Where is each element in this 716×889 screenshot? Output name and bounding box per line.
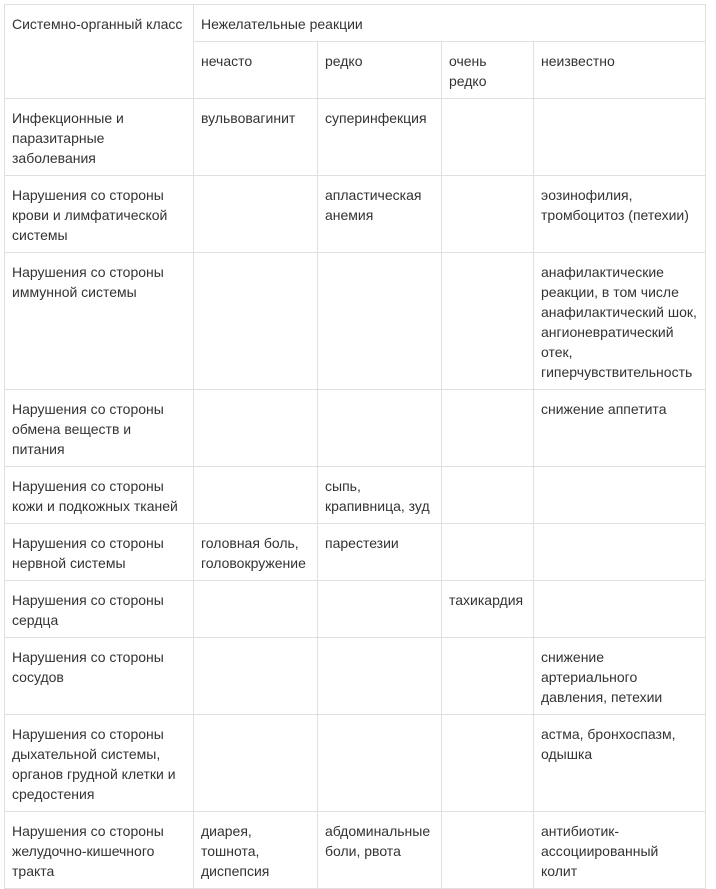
row-uncommon-cell [194, 467, 318, 524]
row-soc-cell: Инфекционные и паразитарные заболевания [5, 99, 194, 176]
row-rare-cell: суперинфекция [318, 99, 442, 176]
row-very-rare-cell [442, 524, 534, 581]
table-row [5, 715, 706, 812]
row-soc-cell: Нарушения со стороны желудочно-кишечного тракта [5, 812, 194, 889]
header-frequency-uncommon: нечасто [194, 42, 318, 99]
row-rare-cell [318, 390, 442, 467]
row-unknown-cell: антибиотик-ассоциированный колит [534, 812, 706, 889]
row-rare-cell [318, 253, 442, 390]
row-unknown-cell [534, 524, 706, 581]
header-frequency-unknown: неизвестно [534, 42, 706, 99]
row-soc-cell: Нарушения со стороны обмена веществ и питания [5, 390, 194, 467]
table-row [5, 467, 706, 524]
row-very-rare-cell [442, 812, 534, 889]
row-uncommon-cell [194, 715, 318, 812]
row-rare-cell [318, 581, 442, 638]
header-adverse-reactions: Нежелательные реакции [194, 5, 706, 42]
row-uncommon-cell [194, 390, 318, 467]
row-very-rare-cell [442, 467, 534, 524]
table-row [5, 524, 706, 581]
adverse-reactions-table [4, 4, 706, 889]
row-very-rare-cell [442, 253, 534, 390]
row-very-rare-cell: тахикардия [442, 581, 534, 638]
row-rare-cell: апластическая анемия [318, 176, 442, 253]
table-row [5, 176, 706, 253]
row-unknown-cell: снижение аппетита [534, 390, 706, 467]
row-uncommon-cell [194, 176, 318, 253]
header-frequency-very-rare: очень редко [442, 42, 534, 99]
row-rare-cell: абдоминальные боли, рвота [318, 812, 442, 889]
row-very-rare-cell [442, 176, 534, 253]
row-uncommon-cell: вульвовагинит [194, 99, 318, 176]
table-row [5, 390, 706, 467]
row-unknown-cell: астма, бронхоспазм, одышка [534, 715, 706, 812]
header-soc-class: Системно-органный класс [5, 5, 194, 99]
header-row [5, 5, 706, 42]
row-rare-cell [318, 715, 442, 812]
header-frequency-rare: редко [318, 42, 442, 99]
row-very-rare-cell [442, 715, 534, 812]
row-unknown-cell: эозинофилия, тромбоцитоз (петехии) [534, 176, 706, 253]
table-row [5, 581, 706, 638]
table-row [5, 638, 706, 715]
row-soc-cell: Нарушения со стороны крови и лимфатической системы [5, 176, 194, 253]
row-uncommon-cell: диарея, тошнота, диспепсия [194, 812, 318, 889]
row-rare-cell: сыпь, крапивница, зуд [318, 467, 442, 524]
row-unknown-cell: снижение артериального давления, петехии [534, 638, 706, 715]
row-very-rare-cell [442, 99, 534, 176]
row-very-rare-cell [442, 390, 534, 467]
row-uncommon-cell [194, 581, 318, 638]
row-soc-cell: Нарушения со стороны сосудов [5, 638, 194, 715]
row-unknown-cell [534, 467, 706, 524]
row-very-rare-cell [442, 638, 534, 715]
row-soc-cell: Нарушения со стороны нервной системы [5, 524, 194, 581]
row-soc-cell: Нарушения со стороны кожи и подкожных тканей [5, 467, 194, 524]
row-uncommon-cell [194, 638, 318, 715]
row-soc-cell: Нарушения со стороны иммунной системы [5, 253, 194, 390]
table-row [5, 812, 706, 889]
row-soc-cell: Нарушения со стороны сердца [5, 581, 194, 638]
table-row [5, 253, 706, 390]
row-soc-cell: Нарушения со стороны дыхательной системы, органов грудной клетки и средостения [5, 715, 194, 812]
row-rare-cell: парестезии [318, 524, 442, 581]
row-uncommon-cell: головная боль, головокружение [194, 524, 318, 581]
row-unknown-cell [534, 99, 706, 176]
row-unknown-cell: анафилактические реакции, в том числе анафилактический шок, ангионевратический отек, гиперчувствительность [534, 253, 706, 390]
row-rare-cell [318, 638, 442, 715]
row-uncommon-cell [194, 253, 318, 390]
table-row [5, 99, 706, 176]
row-unknown-cell [534, 581, 706, 638]
